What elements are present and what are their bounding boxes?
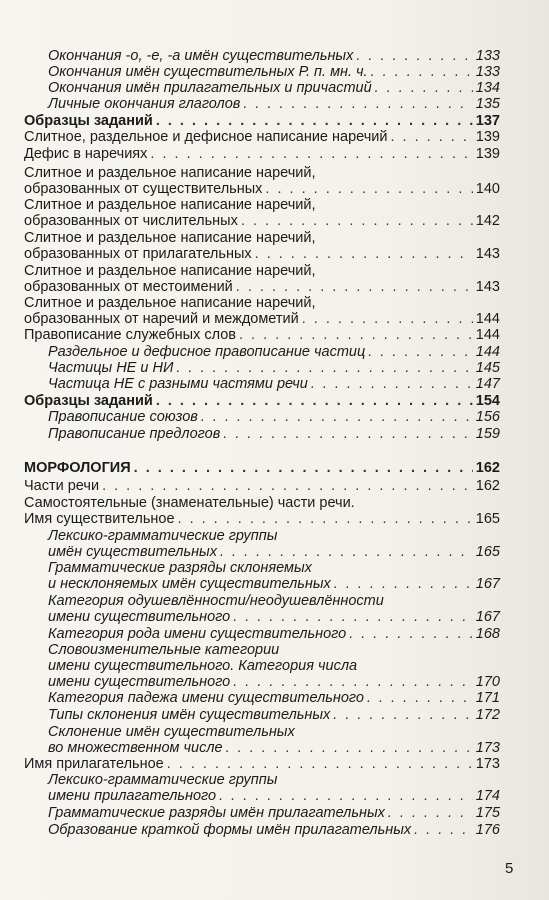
toc-entry — [48, 96, 500, 112]
toc-page-number: 137 — [475, 113, 500, 129]
toc-entry — [48, 822, 500, 838]
toc-entry-title: Самостоятельные (знаменательные) части речи. — [24, 495, 355, 511]
toc-entry-title: образованных от существительных — [24, 181, 263, 197]
toc-entry-title: Частицы НЕ и НИ — [48, 360, 174, 376]
toc-entry — [24, 478, 500, 494]
toc-page-number: 133 — [475, 64, 500, 80]
toc-entry-title: Образование краткой формы имён прилагательных — [48, 822, 412, 838]
toc-entry — [24, 129, 500, 145]
toc-leader-dots — [223, 426, 473, 442]
toc-entry — [48, 528, 500, 560]
toc-leader-dots — [349, 626, 473, 642]
toc-leader-dots — [233, 609, 473, 625]
toc-page-number: 144 — [475, 327, 500, 343]
toc-leader-dots — [239, 327, 473, 343]
toc-entry — [48, 409, 500, 425]
toc-page-number: 172 — [475, 707, 500, 723]
toc-page-number: 143 — [475, 279, 500, 295]
toc-page-number: 173 — [475, 756, 500, 772]
toc-entry-title: Лексико-грамматические группы — [48, 772, 278, 788]
toc-page-number: 167 — [475, 576, 500, 592]
toc-entry-title: Имя прилагательное — [24, 756, 164, 772]
toc-leader-dots — [243, 96, 472, 112]
toc-entry-title: Склонение имён существительных — [48, 724, 295, 740]
toc-entry — [48, 344, 500, 360]
toc-page-number: 145 — [475, 360, 500, 376]
toc-entry — [48, 724, 500, 756]
toc-entry-title: Слитное и раздельное написание наречий, — [24, 263, 316, 279]
toc-page-number: 147 — [475, 376, 500, 392]
toc-leader-dots — [265, 181, 472, 197]
toc-leader-dots — [311, 376, 473, 392]
toc-entry-title: Слитное и раздельное написание наречий, — [24, 230, 316, 246]
toc-page-number: 154 — [475, 393, 500, 409]
toc-entry-title: Категория рода имени существительного — [48, 626, 347, 642]
toc-entry-title: Частица НЕ с разными частями речи — [48, 376, 308, 392]
toc-entry-title: Слитное и раздельное написание наречий, — [24, 295, 316, 311]
toc-entry-title: Имя существительное — [24, 511, 175, 527]
toc-entry — [48, 593, 500, 625]
toc-entry-title: имён существительных — [48, 544, 217, 560]
toc-leader-dots — [334, 576, 473, 592]
toc-entry — [48, 426, 500, 442]
toc-page-number: 173 — [475, 740, 500, 756]
toc-leader-dots — [414, 822, 473, 838]
toc-page-number: 165 — [475, 544, 500, 560]
toc-entry-title: Образцы заданий — [24, 113, 153, 129]
toc-page-number: 144 — [475, 311, 500, 327]
toc-entry-title: МОРФОЛОГИЯ — [24, 460, 131, 476]
toc-entry — [48, 626, 500, 642]
toc-entry — [24, 756, 500, 772]
toc-leader-dots — [219, 788, 473, 804]
toc-entry-title: Окончания имён существительных Р. п. мн. ч. — [48, 64, 368, 80]
toc-entry-title: Слитное и раздельное написание наречий, — [24, 165, 316, 181]
toc-entry-title: образованных от наречий и междометий — [24, 311, 299, 327]
toc-page-number: 162 — [475, 460, 500, 476]
toc-page-number: 156 — [475, 409, 500, 425]
toc-leader-dots — [150, 146, 472, 162]
toc-entry — [48, 690, 500, 706]
toc-entry — [48, 80, 500, 96]
toc-entry — [24, 393, 500, 409]
toc-page-number: 143 — [475, 246, 500, 262]
page-number: 5 — [505, 860, 514, 877]
toc-entry-title: образованных от прилагательных — [24, 246, 252, 262]
toc-entry — [24, 295, 500, 327]
toc-entry-title: образованных от местоимений — [24, 279, 233, 295]
toc-entry-title: Правописание союзов — [48, 409, 198, 425]
toc-entry-title: имени существительного. Категория числа — [48, 658, 358, 674]
toc-leader-dots — [241, 213, 473, 229]
toc-entry — [24, 113, 500, 129]
toc-leader-dots — [233, 674, 473, 690]
toc-entry-title: Грамматические разряды имён прилагательных — [48, 805, 385, 821]
toc-entry — [24, 495, 500, 527]
toc-leader-dots — [220, 544, 473, 560]
toc-entry-title: во множественном числе — [48, 740, 223, 756]
toc-leader-dots — [134, 460, 473, 476]
toc-entry-title: Правописание предлогов — [48, 426, 221, 442]
toc-entry — [48, 560, 500, 592]
toc-leader-dots — [226, 740, 473, 756]
toc-leader-dots — [367, 690, 473, 706]
toc-entry-title: Слитное, раздельное и дефисное написание наречий — [24, 129, 388, 145]
toc-leader-dots — [236, 279, 473, 295]
toc-entry — [48, 805, 500, 821]
toc-page-number: 142 — [475, 213, 500, 229]
toc-entry — [24, 263, 500, 295]
toc-leader-dots — [167, 756, 473, 772]
toc-leader-dots — [302, 311, 473, 327]
toc-entry-title: Окончания -о, -е, -а имён существительных — [48, 48, 354, 64]
toc-leader-dots — [156, 113, 473, 129]
toc-entry-title: Лексико-грамматические группы — [48, 528, 278, 544]
toc-leader-dots — [201, 409, 473, 425]
toc-entry — [24, 197, 500, 229]
toc-leader-dots — [371, 64, 473, 80]
toc-entry-title: и несклоняемых имён существительных — [48, 576, 331, 592]
toc-entry-title: Личные окончания глаголов — [48, 96, 241, 112]
toc-entry — [24, 460, 500, 476]
toc-entry — [48, 360, 500, 376]
toc-entry-title: имени существительного — [48, 609, 231, 625]
toc-entry — [24, 146, 500, 162]
toc-page-number: 175 — [475, 805, 500, 821]
toc-entry — [48, 48, 500, 64]
toc-entry — [48, 642, 500, 690]
toc-page-number: 170 — [475, 674, 500, 690]
toc-leader-dots — [178, 511, 473, 527]
toc-entry-title: Категория падежа имени существительного — [48, 690, 364, 706]
toc-entry-title: Дефис в наречиях — [24, 146, 148, 162]
toc-page-number: 174 — [475, 788, 500, 804]
toc-leader-dots — [368, 344, 473, 360]
toc-entry-title: Образцы заданий — [24, 393, 153, 409]
toc-page-number: 171 — [475, 690, 500, 706]
toc-entry — [24, 230, 500, 262]
toc-leader-dots — [176, 360, 472, 376]
toc-entry-title: Словоизменительные категории — [48, 642, 280, 658]
toc-page-number: 176 — [475, 822, 500, 838]
toc-entry-title: Раздельное и дефисное правописание частиц — [48, 344, 366, 360]
toc-leader-dots — [391, 129, 473, 145]
toc-leader-dots — [356, 48, 472, 64]
toc-page-number: 162 — [475, 478, 500, 494]
toc-entry — [24, 327, 500, 343]
toc-page-number: 134 — [475, 80, 500, 96]
toc-page-number: 140 — [475, 181, 500, 197]
toc-page-number: 165 — [475, 511, 500, 527]
toc-leader-dots — [388, 805, 473, 821]
toc-entry — [48, 64, 500, 80]
toc-entry-title: Окончания имён прилагательных и причастий — [48, 80, 372, 96]
toc-entry-title: имени существительного — [48, 674, 231, 690]
toc-entry — [48, 707, 500, 723]
toc-entry — [24, 165, 500, 197]
toc-entry — [48, 772, 500, 804]
toc-leader-dots — [102, 478, 473, 494]
toc-entry-title: образованных от числительных — [24, 213, 238, 229]
toc-page-number: 133 — [475, 48, 500, 64]
toc-entry-title: Категория одушевлённости/неодушевлённости — [48, 593, 384, 609]
toc-page-number: 139 — [475, 129, 500, 145]
toc-entry-title: Правописание служебных слов — [24, 327, 236, 343]
toc-page-number: 168 — [475, 626, 500, 642]
toc-leader-dots — [255, 246, 473, 262]
toc-page-number: 144 — [475, 344, 500, 360]
toc-page-number: 139 — [475, 146, 500, 162]
toc-entry-title: Грамматические разряды склоняемых — [48, 560, 312, 576]
toc-entry-title: Типы склонения имён существительных — [48, 707, 331, 723]
toc-entry-title: Слитное и раздельное написание наречий, — [24, 197, 316, 213]
toc-entry — [48, 376, 500, 392]
toc-entry-title: имени прилагательного — [48, 788, 217, 804]
toc-leader-dots — [333, 707, 473, 723]
toc-leader-dots — [156, 393, 473, 409]
toc-page-number: 167 — [475, 609, 500, 625]
toc-leader-dots — [375, 80, 473, 96]
toc-page-number: 159 — [475, 426, 500, 442]
toc-entry-title: Части речи — [24, 478, 100, 494]
toc-page-number: 135 — [475, 96, 500, 112]
